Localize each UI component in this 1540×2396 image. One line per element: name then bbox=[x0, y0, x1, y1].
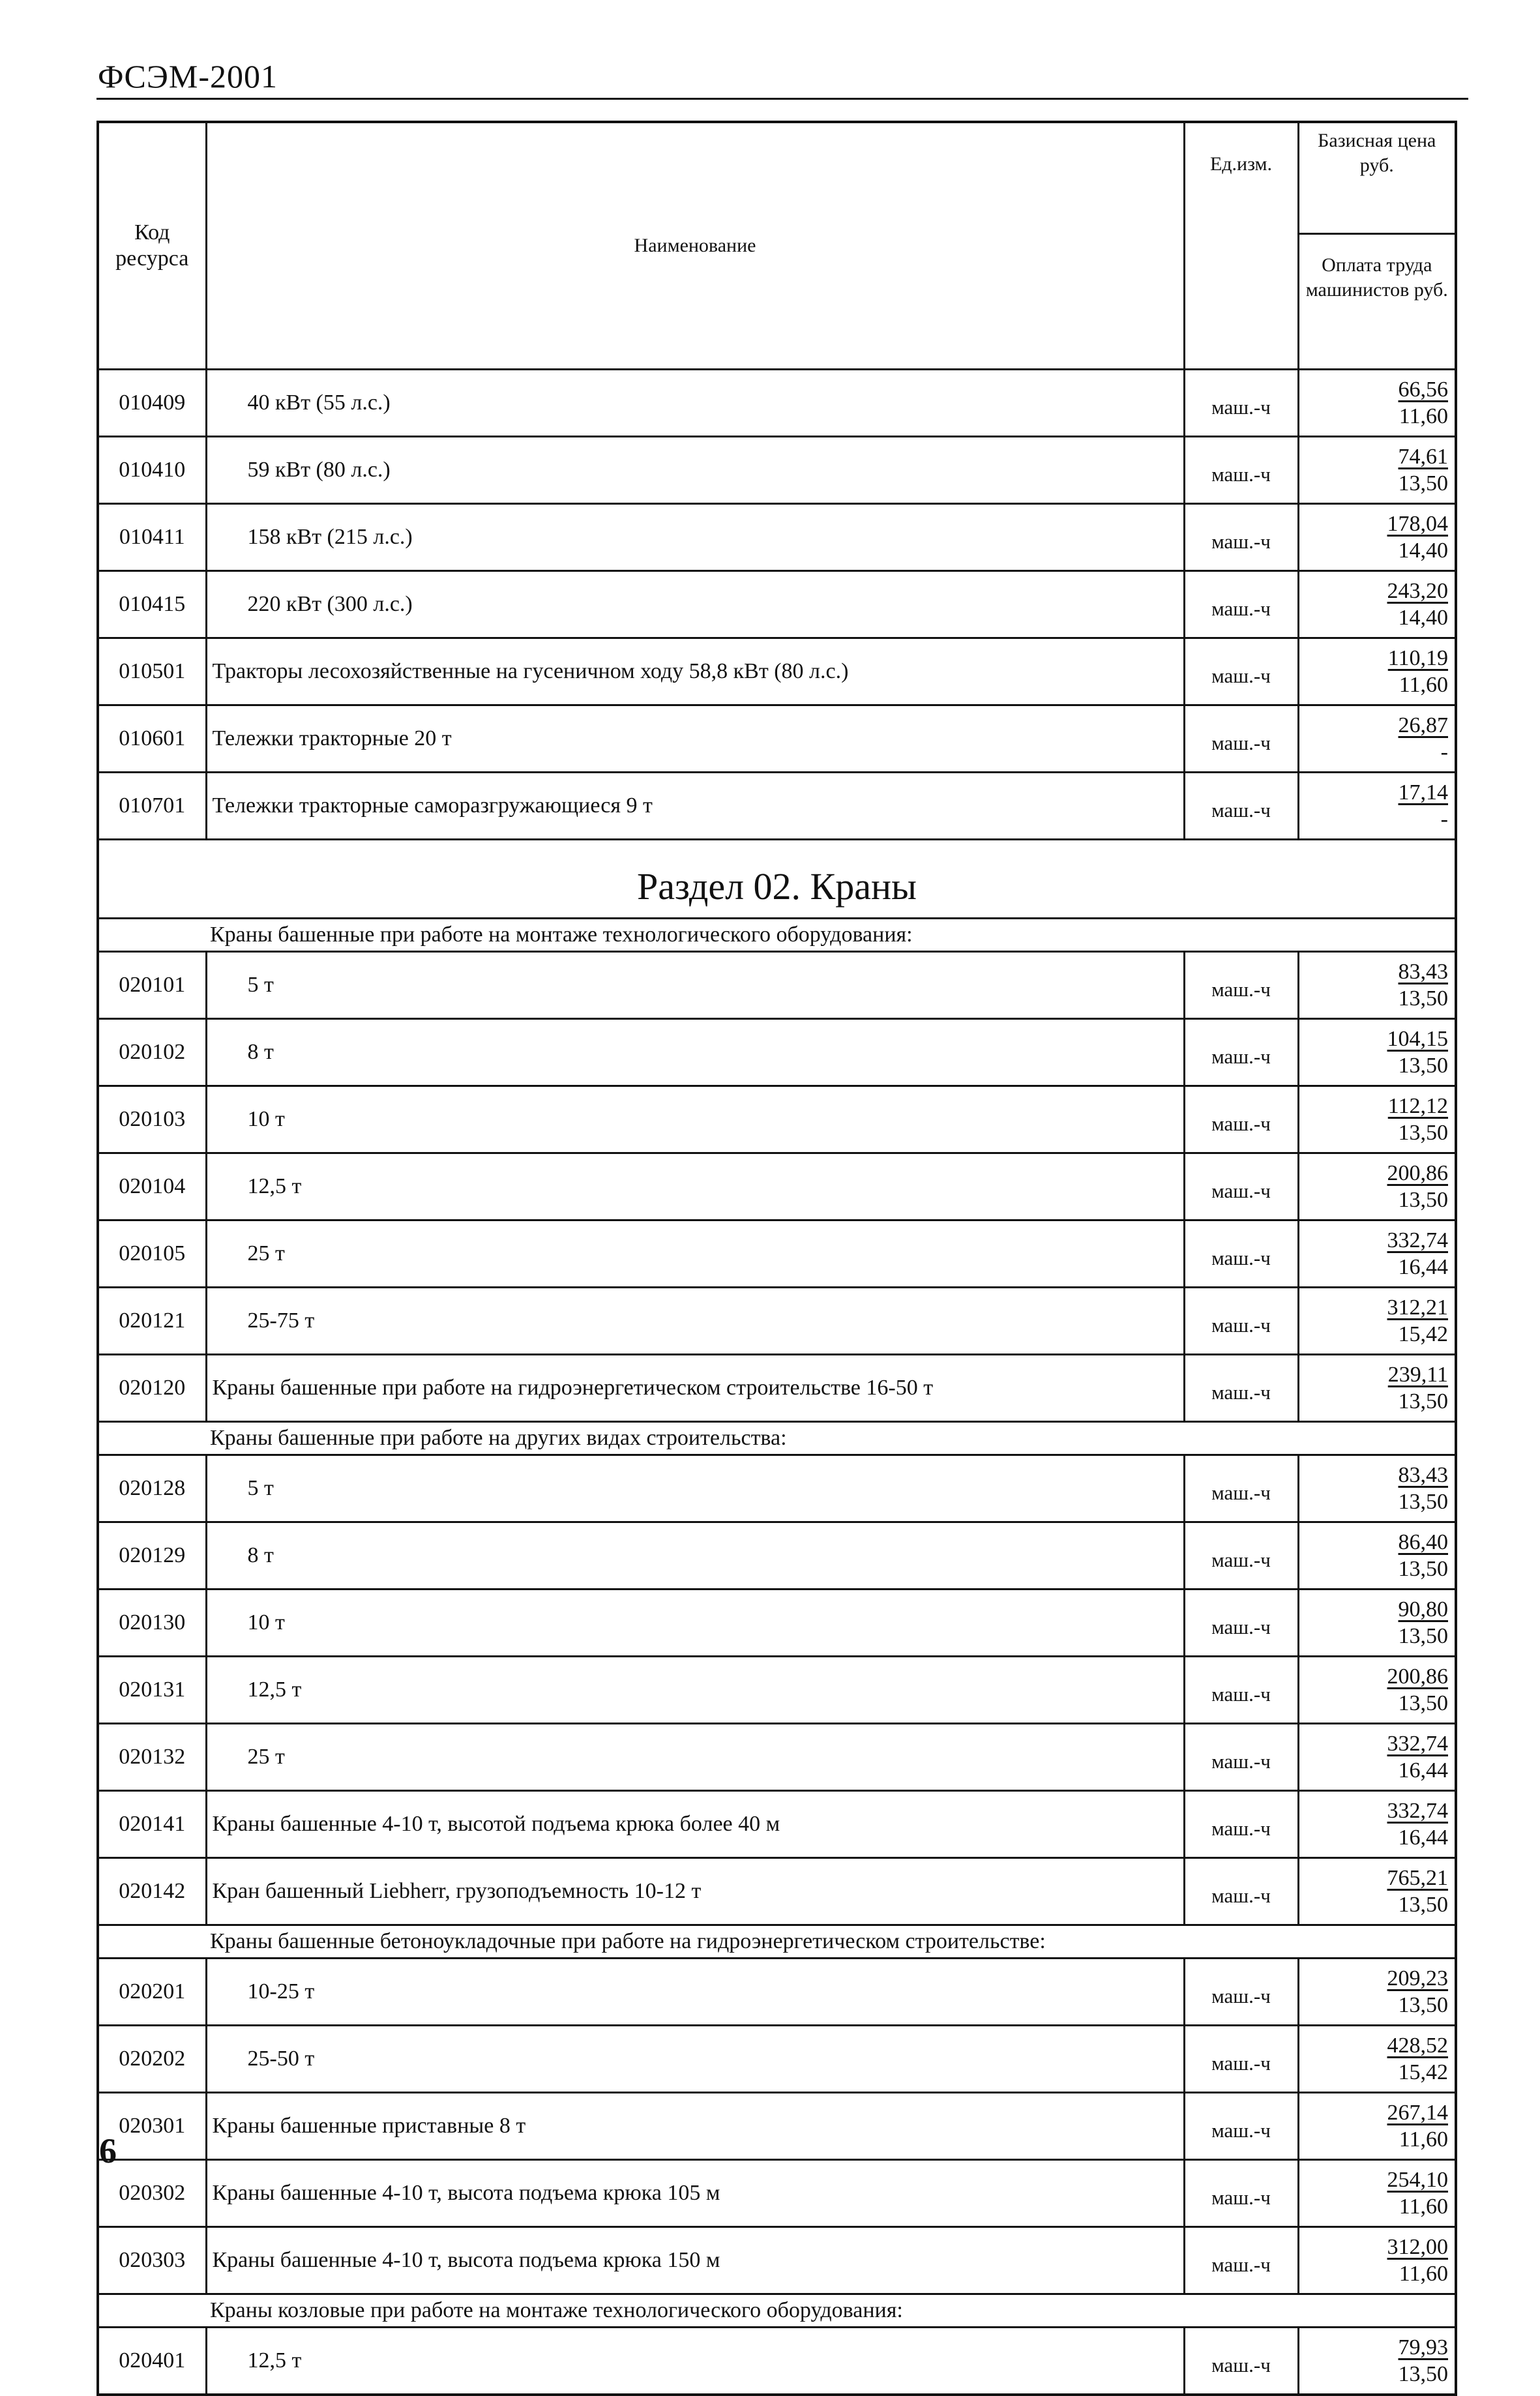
table-row bbox=[98, 1220, 1456, 1288]
resource-name-cell: Тракторы лесохозяйственные на гусеничном ходу 58,8 кВт (80 л.с.) bbox=[206, 638, 1184, 705]
table-row bbox=[98, 1522, 1456, 1590]
unit-cell: маш.-ч bbox=[1184, 1019, 1298, 1086]
resource-code-cell: 020303 bbox=[98, 2227, 206, 2294]
column-header-code: Код ресурса bbox=[98, 122, 206, 370]
labor-pay-value: 13,50 bbox=[1398, 1893, 1448, 1917]
table-row bbox=[98, 1791, 1456, 1858]
price-cell bbox=[1298, 2227, 1456, 2294]
unit-cell: маш.-ч bbox=[1184, 1355, 1298, 1422]
resource-name-cell: 25 т bbox=[206, 1220, 1184, 1288]
price-cell bbox=[1298, 1959, 1456, 2026]
resource-code-cell: 010409 bbox=[98, 370, 206, 437]
resource-code-cell: 020103 bbox=[98, 1086, 206, 1153]
unit-cell: маш.-ч bbox=[1184, 638, 1298, 705]
column-header-price bbox=[1298, 122, 1456, 370]
labor-pay-value: 11,60 bbox=[1399, 2262, 1448, 2286]
base-price-value: 26,87 bbox=[1398, 713, 1448, 737]
table-header-row bbox=[98, 122, 1456, 370]
resource-name-cell: 10 т bbox=[206, 1086, 1184, 1153]
price-cell bbox=[1298, 571, 1456, 638]
group-subheader-row bbox=[98, 1925, 1456, 1959]
resource-name-cell: 25-50 т bbox=[206, 2026, 1184, 2093]
labor-pay-value: 11,60 bbox=[1399, 2195, 1448, 2219]
labor-pay-value: 11,60 bbox=[1399, 673, 1448, 697]
resource-name-cell: 12,5 т bbox=[206, 1657, 1184, 1724]
labor-pay-value: - bbox=[1440, 807, 1448, 831]
resource-code-cell: 020120 bbox=[98, 1355, 206, 1422]
resource-name-cell: 158 кВт (215 л.с.) bbox=[206, 504, 1184, 571]
price-cell bbox=[1298, 1355, 1456, 1422]
table-row bbox=[98, 1019, 1456, 1086]
base-price-value: 17,14 bbox=[1398, 780, 1448, 805]
labor-pay-value: - bbox=[1440, 740, 1448, 764]
resource-name-cell: 25-75 т bbox=[206, 1288, 1184, 1355]
page-number: 6 bbox=[99, 2131, 117, 2170]
column-header-labor-pay: Оплата труда машинистов руб. bbox=[1305, 254, 1448, 301]
base-price-value: 112,12 bbox=[1387, 1094, 1448, 1118]
unit-cell: маш.-ч bbox=[1184, 2026, 1298, 2093]
group-subheader: Краны башенные при работе на монтаже технологического оборудования: bbox=[98, 919, 1456, 952]
resource-name-cell: Кран башенный Liebherr, грузоподъемность 10-12 т bbox=[206, 1858, 1184, 1925]
price-cell bbox=[1298, 1086, 1456, 1153]
table-row bbox=[98, 773, 1456, 840]
table-row bbox=[98, 1590, 1456, 1657]
base-price-value: 200,86 bbox=[1387, 1664, 1448, 1689]
section-header-row bbox=[98, 840, 1456, 919]
table-row bbox=[98, 571, 1456, 638]
group-subheader: Краны башенные при работе на других видах строительства: bbox=[98, 1422, 1456, 1455]
resource-code-cell: 020401 bbox=[98, 2328, 206, 2395]
group-subheader: Краны козловые при работе на монтаже технологического оборудования: bbox=[98, 2294, 1456, 2328]
unit-cell: маш.-ч bbox=[1184, 571, 1298, 638]
unit-cell: маш.-ч bbox=[1184, 2160, 1298, 2227]
resource-code-cell: 020201 bbox=[98, 1959, 206, 2026]
group-subheader: Краны башенные бетоноукладочные при работе на гидроэнергетическом строительстве: bbox=[98, 1925, 1456, 1959]
resource-name-cell: Тележки тракторные саморазгружающиеся 9 т bbox=[206, 773, 1184, 840]
labor-pay-value: 13,50 bbox=[1398, 1121, 1448, 1145]
price-cell bbox=[1298, 1791, 1456, 1858]
base-price-value: 254,10 bbox=[1387, 2168, 1448, 2192]
labor-pay-value: 13,50 bbox=[1398, 1389, 1448, 1413]
unit-cell: маш.-ч bbox=[1184, 1153, 1298, 1220]
resource-name-cell: Тележки тракторные 20 т bbox=[206, 705, 1184, 773]
unit-cell: маш.-ч bbox=[1184, 504, 1298, 571]
table-row bbox=[98, 2227, 1456, 2294]
resource-code-cell: 020121 bbox=[98, 1288, 206, 1355]
price-cell bbox=[1298, 1153, 1456, 1220]
base-price-value: 312,21 bbox=[1387, 1295, 1448, 1320]
base-price-value: 243,20 bbox=[1387, 579, 1448, 603]
price-cell bbox=[1298, 1220, 1456, 1288]
resource-code-cell: 020102 bbox=[98, 1019, 206, 1086]
unit-cell: маш.-ч bbox=[1184, 773, 1298, 840]
table-row bbox=[98, 504, 1456, 571]
unit-cell: маш.-ч bbox=[1184, 705, 1298, 773]
table-row bbox=[98, 2328, 1456, 2395]
unit-cell: маш.-ч bbox=[1184, 1522, 1298, 1590]
resource-code-cell: 020105 bbox=[98, 1220, 206, 1288]
section-title: Раздел 02. Краны bbox=[98, 840, 1456, 919]
table-row bbox=[98, 1724, 1456, 1791]
resource-code-cell: 010410 bbox=[98, 437, 206, 504]
unit-cell: маш.-ч bbox=[1184, 1086, 1298, 1153]
resource-code-cell: 010701 bbox=[98, 773, 206, 840]
price-cell bbox=[1298, 1858, 1456, 1925]
resource-code-cell: 020302 bbox=[98, 2160, 206, 2227]
labor-pay-value: 13,50 bbox=[1398, 1691, 1448, 1715]
unit-cell: маш.-ч bbox=[1184, 1724, 1298, 1791]
resource-name-cell: Краны башенные при работе на гидроэнергетическом строительстве 16-50 т bbox=[206, 1355, 1184, 1422]
table-body bbox=[98, 122, 1456, 2395]
resource-code-cell: 020202 bbox=[98, 2026, 206, 2093]
base-price-value: 239,11 bbox=[1387, 1363, 1448, 1387]
resource-code-cell: 020141 bbox=[98, 1791, 206, 1858]
resource-code-cell: 020101 bbox=[98, 952, 206, 1019]
resource-code-cell: 020132 bbox=[98, 1724, 206, 1791]
group-subheader-row bbox=[98, 1422, 1456, 1455]
labor-pay-value: 11,60 bbox=[1399, 404, 1448, 428]
price-cell bbox=[1298, 1657, 1456, 1724]
base-price-value: 104,15 bbox=[1387, 1027, 1448, 1051]
table-row bbox=[98, 952, 1456, 1019]
price-cell bbox=[1298, 705, 1456, 773]
table-row bbox=[98, 638, 1456, 705]
price-cell bbox=[1298, 2026, 1456, 2093]
base-price-value: 428,52 bbox=[1387, 2034, 1448, 2058]
base-price-value: 312,00 bbox=[1387, 2235, 1448, 2259]
base-price-value: 83,43 bbox=[1398, 960, 1448, 984]
unit-cell: маш.-ч bbox=[1184, 2227, 1298, 2294]
resource-code-cell: 020142 bbox=[98, 1858, 206, 1925]
resource-code-cell: 020129 bbox=[98, 1522, 206, 1590]
resource-code-cell: 020128 bbox=[98, 1455, 206, 1522]
base-price-value: 86,40 bbox=[1398, 1530, 1448, 1554]
column-header-name: Наименование bbox=[206, 122, 1184, 370]
labor-pay-value: 13,50 bbox=[1398, 1490, 1448, 1514]
unit-cell: маш.-ч bbox=[1184, 1455, 1298, 1522]
labor-pay-value: 13,50 bbox=[1398, 1624, 1448, 1648]
unit-cell: маш.-ч bbox=[1184, 952, 1298, 1019]
price-cell bbox=[1298, 1288, 1456, 1355]
labor-pay-value: 14,40 bbox=[1398, 606, 1448, 630]
resource-table-wrapper bbox=[96, 121, 1455, 2396]
labor-pay-value: 16,44 bbox=[1398, 1255, 1448, 1279]
price-cell bbox=[1298, 1724, 1456, 1791]
resource-name-cell: 8 т bbox=[206, 1019, 1184, 1086]
table-row bbox=[98, 705, 1456, 773]
base-price-value: 332,74 bbox=[1387, 1799, 1448, 1823]
labor-pay-value: 14,40 bbox=[1398, 539, 1448, 563]
resource-code-cell: 020130 bbox=[98, 1590, 206, 1657]
table-row bbox=[98, 2093, 1456, 2160]
unit-cell: маш.-ч bbox=[1184, 1590, 1298, 1657]
table-row bbox=[98, 1086, 1456, 1153]
table-row bbox=[98, 1355, 1456, 1422]
table-row bbox=[98, 2160, 1456, 2227]
table-row bbox=[98, 1288, 1456, 1355]
group-subheader-row bbox=[98, 919, 1456, 952]
unit-cell: маш.-ч bbox=[1184, 1657, 1298, 1724]
resource-name-cell: Краны башенные 4-10 т, высота подъема крюка 105 м bbox=[206, 2160, 1184, 2227]
resource-code-cell: 020301 bbox=[98, 2093, 206, 2160]
document-header-title: ФСЭМ-2001 bbox=[98, 58, 278, 95]
resource-code-cell: 010411 bbox=[98, 504, 206, 571]
labor-pay-value: 16,44 bbox=[1398, 1826, 1448, 1850]
table-row bbox=[98, 1455, 1456, 1522]
unit-cell: маш.-ч bbox=[1184, 2093, 1298, 2160]
resource-code-cell: 010601 bbox=[98, 705, 206, 773]
price-cell bbox=[1298, 1019, 1456, 1086]
unit-cell: маш.-ч bbox=[1184, 1959, 1298, 2026]
labor-pay-value: 11,60 bbox=[1399, 2127, 1448, 2152]
base-price-value: 90,80 bbox=[1398, 1597, 1448, 1621]
price-cell bbox=[1298, 2328, 1456, 2395]
resource-name-cell: Краны башенные 4-10 т, высотой подъема крюка более 40 м bbox=[206, 1791, 1184, 1858]
labor-pay-value: 15,42 bbox=[1398, 1322, 1448, 1346]
table-row bbox=[98, 370, 1456, 437]
labor-pay-value: 13,50 bbox=[1398, 1188, 1448, 1212]
resource-name-cell: 40 кВт (55 л.с.) bbox=[206, 370, 1184, 437]
column-header-unit: Ед.изм. bbox=[1184, 122, 1298, 370]
labor-pay-value: 15,42 bbox=[1398, 2060, 1448, 2084]
table-row bbox=[98, 1858, 1456, 1925]
price-cell bbox=[1298, 2093, 1456, 2160]
resource-price-table bbox=[96, 121, 1457, 2396]
labor-pay-value: 13,50 bbox=[1398, 471, 1448, 495]
resource-name-cell: 25 т bbox=[206, 1724, 1184, 1791]
labor-pay-value: 16,44 bbox=[1398, 1758, 1448, 1782]
unit-cell: маш.-ч bbox=[1184, 437, 1298, 504]
resource-name-cell: 59 кВт (80 л.с.) bbox=[206, 437, 1184, 504]
group-subheader-row bbox=[98, 2294, 1456, 2328]
resource-name-cell: 5 т bbox=[206, 952, 1184, 1019]
base-price-value: 74,61 bbox=[1398, 445, 1448, 469]
resource-name-cell: 10-25 т bbox=[206, 1959, 1184, 2026]
resource-name-cell: 12,5 т bbox=[206, 2328, 1184, 2395]
labor-pay-value: 13,50 bbox=[1398, 2362, 1448, 2386]
resource-code-cell: 010415 bbox=[98, 571, 206, 638]
base-price-value: 66,56 bbox=[1398, 377, 1448, 402]
price-cell bbox=[1298, 952, 1456, 1019]
base-price-value: 200,86 bbox=[1387, 1161, 1448, 1185]
labor-pay-value: 13,50 bbox=[1398, 986, 1448, 1011]
base-price-value: 332,74 bbox=[1387, 1228, 1448, 1252]
header-rule bbox=[96, 98, 1468, 100]
price-cell bbox=[1298, 638, 1456, 705]
resource-code-cell: 020131 bbox=[98, 1657, 206, 1724]
labor-pay-value: 13,50 bbox=[1398, 1054, 1448, 1078]
price-cell bbox=[1298, 504, 1456, 571]
resource-name-cell: 12,5 т bbox=[206, 1153, 1184, 1220]
resource-name-cell: 5 т bbox=[206, 1455, 1184, 1522]
resource-code-cell: 010501 bbox=[98, 638, 206, 705]
column-header-base-price: Базисная цена руб. bbox=[1299, 123, 1455, 235]
unit-cell: маш.-ч bbox=[1184, 1858, 1298, 1925]
base-price-value: 267,14 bbox=[1387, 2101, 1448, 2125]
resource-name-cell: 8 т bbox=[206, 1522, 1184, 1590]
resource-name-cell: 220 кВт (300 л.с.) bbox=[206, 571, 1184, 638]
table-row bbox=[98, 437, 1456, 504]
table-row bbox=[98, 2026, 1456, 2093]
price-cell bbox=[1298, 437, 1456, 504]
table-row bbox=[98, 1959, 1456, 2026]
unit-cell: маш.-ч bbox=[1184, 2328, 1298, 2395]
price-cell bbox=[1298, 2160, 1456, 2227]
base-price-value: 332,74 bbox=[1387, 1732, 1448, 1756]
price-cell bbox=[1298, 370, 1456, 437]
table-row bbox=[98, 1153, 1456, 1220]
resource-name-cell: Краны башенные 4-10 т, высота подъема крюка 150 м bbox=[206, 2227, 1184, 2294]
base-price-value: 178,04 bbox=[1387, 512, 1448, 536]
base-price-value: 79,93 bbox=[1398, 2335, 1448, 2359]
price-cell bbox=[1298, 1590, 1456, 1657]
resource-name-cell: Краны башенные приставные 8 т bbox=[206, 2093, 1184, 2160]
resource-name-cell: 10 т bbox=[206, 1590, 1184, 1657]
unit-cell: маш.-ч bbox=[1184, 1288, 1298, 1355]
unit-cell: маш.-ч bbox=[1184, 1220, 1298, 1288]
resource-code-cell: 020104 bbox=[98, 1153, 206, 1220]
base-price-value: 765,21 bbox=[1387, 1866, 1448, 1890]
labor-pay-value: 13,50 bbox=[1398, 1993, 1448, 2017]
table-row bbox=[98, 1657, 1456, 1724]
unit-cell: маш.-ч bbox=[1184, 370, 1298, 437]
price-cell bbox=[1298, 1455, 1456, 1522]
labor-pay-value: 13,50 bbox=[1398, 1557, 1448, 1581]
unit-cell: маш.-ч bbox=[1184, 1791, 1298, 1858]
price-cell bbox=[1298, 773, 1456, 840]
base-price-value: 83,43 bbox=[1398, 1463, 1448, 1487]
base-price-value: 209,23 bbox=[1387, 1966, 1448, 1990]
base-price-value: 110,19 bbox=[1387, 646, 1448, 670]
price-cell bbox=[1298, 1522, 1456, 1590]
